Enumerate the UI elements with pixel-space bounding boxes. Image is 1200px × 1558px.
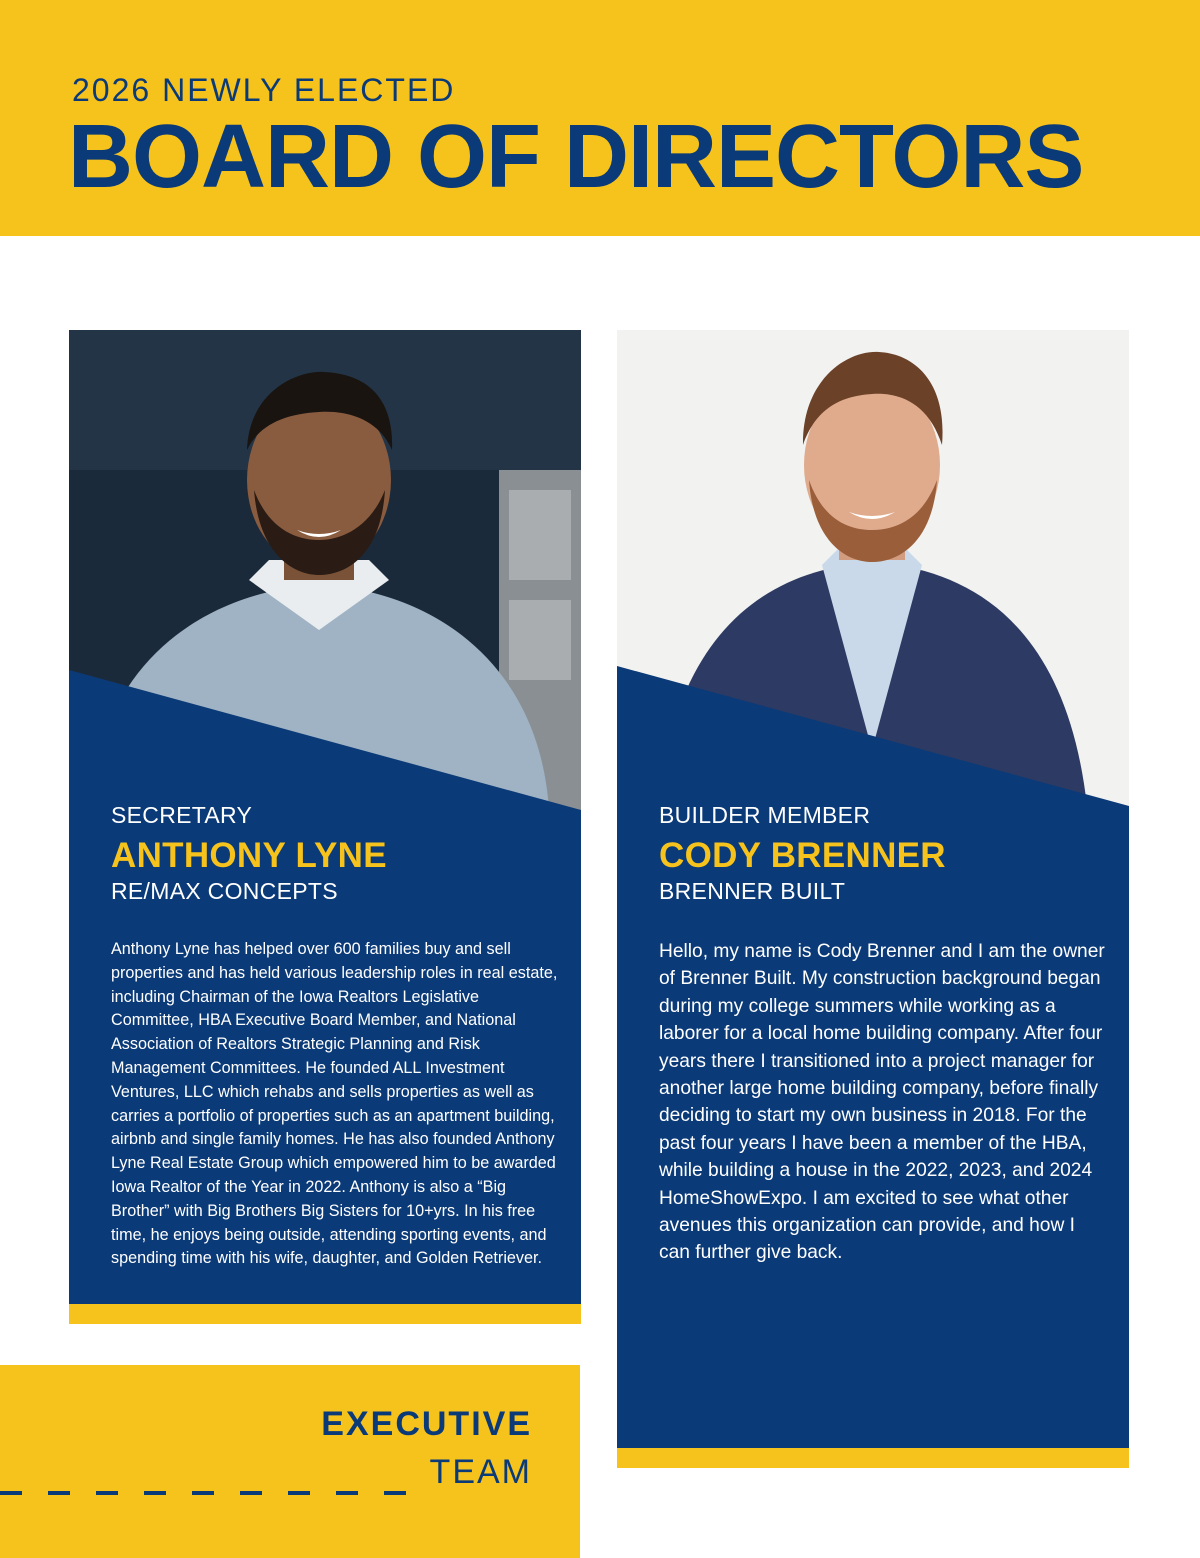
section-label-block — [0, 1365, 580, 1558]
member-bio: Hello, my name is Cody Brenner and I am the owner of Brenner Built. My construction background began during my college summers while working as a laborer for a local home building company. After four years there I transitioned into a project manager for another large home building company, before finally deciding to start my own business in 2018. For the past four years I have been a member of the HBA, while building a house in the 2022, 2023, and 2024 HomeShowExpo. I am excited to see what other avenues this organization can provide, and how I can further give back. — [659, 941, 1105, 1264]
section-label-line1: EXECUTIVE — [321, 1405, 532, 1443]
member-company: BRENNER BUILT — [659, 878, 846, 904]
member-bio: Anthony Lyne has helped over 600 families buy and sell properties and has held various leadership roles in real estate, including Chairman of the Iowa Realtors Legislative Committee, HBA Executive Board Member, and National Association of Realtors Strategic Planning and Risk Management Committees. He founded ALL Investment Ventures, LLC which rehabs and sells properties as well as carries a portfolio of properties such as an apartment building, airbnb and single family homes. He has also founded Anthony Lyne Real Estate Group which empowered him to be awarded Iowa Realtor of the Year in 2022. Anthony is also a “Big Brother” with Big Brothers Big Sisters for 10+yrs. In his free time, he enjoys being outside, attending sporting events, and spending time with his wife, daughter, and Golden Retriever. — [111, 940, 558, 1268]
member-role: SECRETARY — [111, 802, 253, 828]
card-accent-bar — [617, 1448, 1129, 1468]
member-company: RE/MAX CONCEPTS — [111, 878, 338, 904]
member-card-anthony — [69, 330, 581, 1324]
section-label-line2: TEAM — [429, 1453, 532, 1491]
page-title: BOARD OF DIRECTORS — [68, 107, 1084, 207]
member-name: ANTHONY LYNE — [111, 836, 387, 875]
diagonal-accent — [69, 660, 581, 820]
member-role: BUILDER MEMBER — [659, 802, 871, 828]
member-name: CODY BRENNER — [659, 836, 946, 875]
dashed-divider — [0, 1491, 420, 1495]
header-kicker: 2026 NEWLY ELECTED — [72, 72, 456, 108]
header-banner — [0, 0, 1200, 236]
diagonal-accent — [617, 660, 1129, 820]
card-accent-bar — [69, 1304, 581, 1324]
member-card-cody — [617, 330, 1129, 1468]
